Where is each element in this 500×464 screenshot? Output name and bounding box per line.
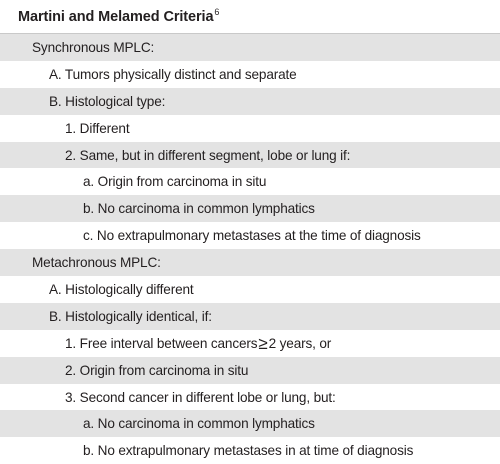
table-row (0, 142, 500, 169)
table-row (0, 168, 500, 195)
table-row (0, 249, 500, 276)
table-row (0, 437, 500, 464)
table-row (0, 357, 500, 384)
table-row (0, 276, 500, 303)
table-row (0, 88, 500, 115)
row-text-after: 2 years, or (268, 335, 332, 351)
row-text: B. Histologically identical, if: (49, 308, 212, 324)
table-row (0, 61, 500, 88)
row-text: a. No carcinoma in common lymphatics (83, 416, 315, 432)
table-row (0, 34, 500, 61)
table-row (0, 195, 500, 222)
row-text: a. Origin from carcinoma in situ (83, 174, 267, 190)
row-text: A. Histologically different (49, 281, 194, 297)
row-text: B. Histological type: (49, 93, 166, 109)
table-row (0, 303, 500, 330)
row-text: c. No extrapulmonary metastases at the time of diagnosis (83, 228, 421, 244)
table-title-text: Martini and Melamed Criteria (18, 8, 214, 25)
row-text: b. No extrapulmonary metastases in at time of diagnosis (83, 443, 414, 459)
greater-equal-symbol: ≥ (258, 333, 268, 353)
row-text: 1. Different (65, 120, 130, 136)
table-title (18, 6, 220, 25)
row-text: 3. Second cancer in different lobe or lung, but: (65, 389, 336, 405)
row-text: Synchronous MPLC: (32, 39, 155, 55)
table-row (0, 410, 500, 437)
title-reference-superscript: 6 (214, 6, 220, 17)
table-row (0, 222, 500, 249)
row-text-before: 1. Free interval between cancers (65, 335, 258, 351)
row-text: Metachronous MPLC: (32, 255, 161, 271)
row-text: b. No carcinoma in common lymphatics (83, 201, 315, 217)
table-row (0, 330, 500, 357)
row-text: 2. Origin from carcinoma in situ (65, 362, 249, 378)
row-text: A. Tumors physically distinct and separate (49, 66, 297, 82)
table-row (0, 384, 500, 411)
table-header (0, 0, 500, 34)
row-text: 2. Same, but in different segment, lobe or lung if: (65, 147, 351, 163)
table-row (0, 115, 500, 142)
